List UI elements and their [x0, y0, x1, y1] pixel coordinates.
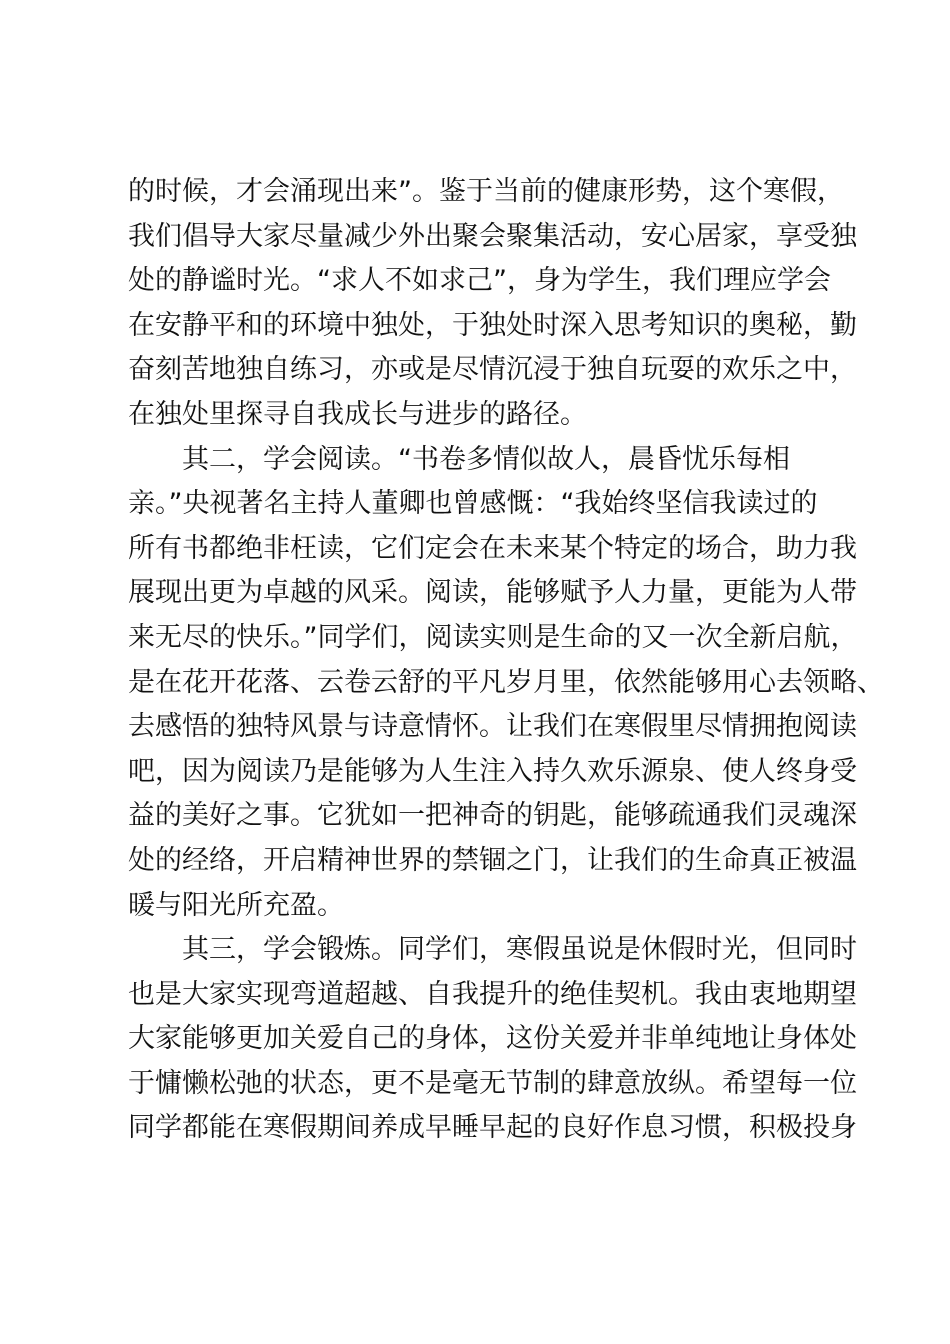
document-body: [128, 170, 884, 1151]
paragraph-line: 在安静平和的环境中独处，于独处时深入思考知识的奥秘，勤: [128, 309, 857, 341]
paragraph-line: 于慵懒松弛的状态，更不是毫无节制的肆意放纵。希望每一位: [128, 1067, 857, 1099]
paragraph-line: 亲。”央视著名主持人董卿也曾感慨：“我始终坚信我读过的: [128, 488, 818, 520]
paragraph-line: 暖与阳光所充盈。: [128, 889, 344, 921]
paragraph-line: 其三，学会锻炼。同学们，寒假虽说是休假时光，但同时: [182, 934, 857, 966]
paragraph-line: 大家能够更加关爱自己的身体，这份关爱并非单纯地让身体处: [128, 1023, 857, 1055]
paragraph-line: 来无尽的快乐。”同学们，阅读实则是生命的又一次全新启航，: [128, 621, 858, 653]
paragraph-3: [128, 928, 868, 1151]
paragraph-line: 的时候，才会涌现出来”。鉴于当前的健康形势，这个寒假，: [128, 176, 844, 207]
paragraph-line: 吧，因为阅读乃是能够为人生注入持久欢乐源泉、使人终身受: [128, 755, 857, 787]
paragraph-line: 处的静谧时光。“求人不如求己”，身为学生，我们理应学会: [128, 265, 831, 297]
paragraph-line: 展现出更为卓越的风采。阅读，能够赋予人力量，更能为人带: [128, 577, 857, 609]
paragraph-line: 其二，学会阅读。“书卷多情似故人，晨昏忧乐每相: [182, 443, 790, 475]
paragraph-line: 在独处里探寻自我成长与进步的路径。: [128, 398, 587, 430]
paragraph-1: [128, 170, 868, 438]
paragraph-line: 同学都能在寒假期间养成早睡早起的良好作息习惯，积极投身: [128, 1112, 857, 1144]
paragraph-line: 我们倡导大家尽量减少外出聚会聚集活动，安心居家，享受独: [128, 220, 857, 252]
paragraph-line: 处的经络，开启精神世界的禁锢之门，让我们的生命真正被温: [128, 844, 857, 876]
paragraph-2: [128, 438, 884, 929]
paragraph-line: 是在花开花落、云卷云舒的平凡岁月里，依然能够用心去领略、: [128, 666, 884, 698]
paragraph-line: 所有书都绝非枉读，它们定会在未来某个特定的场合，助力我: [128, 532, 857, 564]
paragraph-line: 去感悟的独特风景与诗意情怀。让我们在寒假里尽情拥抱阅读: [128, 711, 857, 743]
paragraph-line: 也是大家实现弯道超越、自我提升的绝佳契机。我由衷地期望: [128, 978, 857, 1010]
paragraph-line: 益的美好之事。它犹如一把神奇的钥匙，能够疏通我们灵魂深: [128, 800, 857, 832]
paragraph-line: 奋刻苦地独自练习，亦或是尽情沉浸于独自玩耍的欢乐之中，: [128, 354, 857, 386]
